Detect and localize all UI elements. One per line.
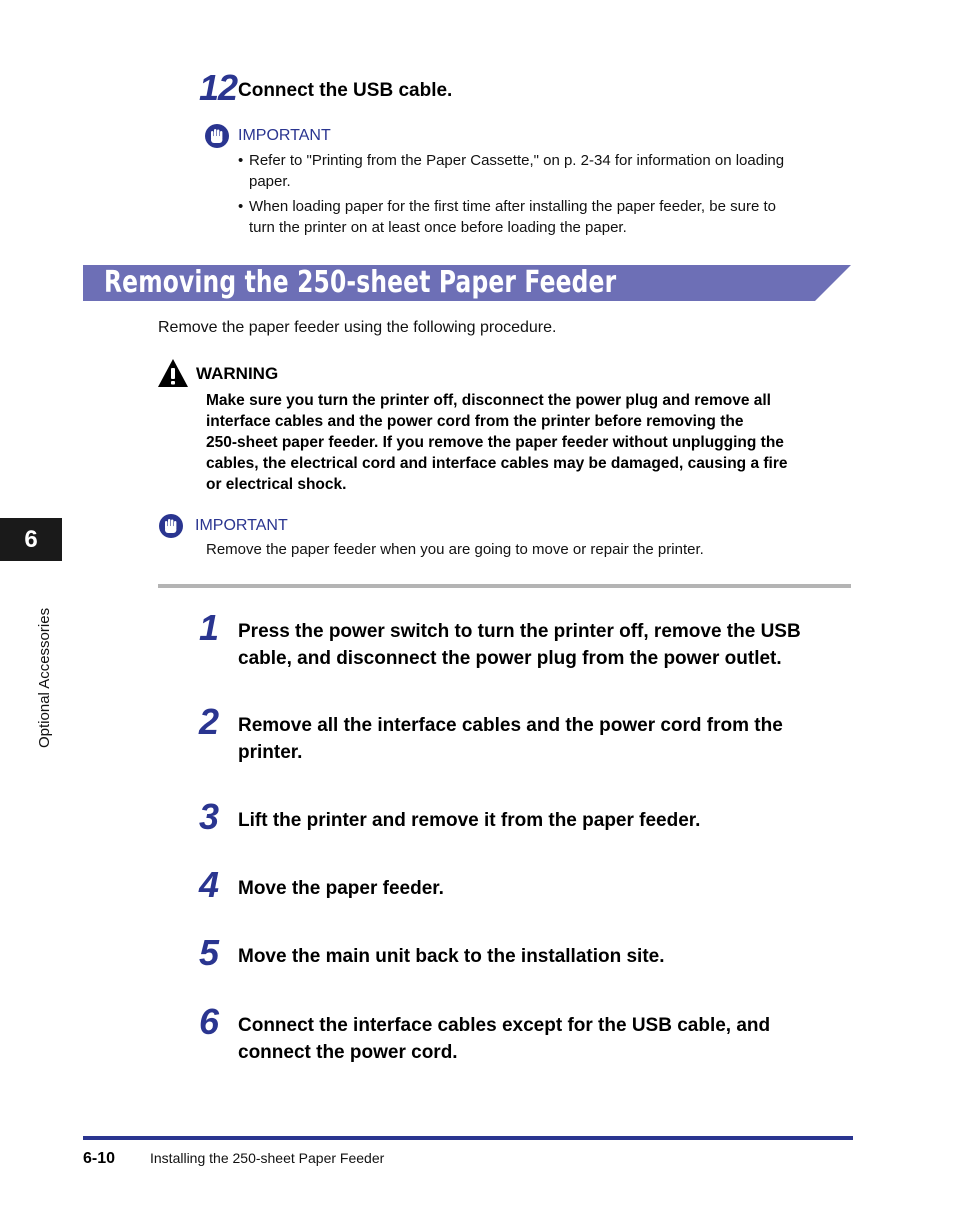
bullet-dot: •	[238, 152, 244, 169]
bullet-line: Refer to "Printing from the Paper Cassette," on p. 2-34 for information on loading	[249, 152, 785, 169]
step-line: Move the main unit back to the installation site.	[238, 946, 665, 967]
step-line: Press the power switch to turn the printer off, remove the USB	[238, 621, 801, 642]
step-text	[238, 875, 858, 902]
bullet-line: turn the printer on at least once before loading the paper.	[249, 219, 627, 236]
section-title: Removing the 250-sheet Paper Feeder	[104, 265, 617, 300]
warning-label: WARNING	[196, 364, 279, 383]
warning-line: cables, the electrical cord and interface cables may be damaged, causing a fire	[206, 455, 788, 472]
bullet-line: When loading paper for the first time after installing the paper feeder, be sure to	[249, 198, 776, 215]
step-number: 3	[199, 796, 219, 837]
step-text	[238, 1012, 858, 1066]
bullet-line: paper.	[249, 173, 291, 190]
step-number: 4	[199, 864, 219, 905]
footer-rule	[83, 1136, 853, 1140]
warning-icon	[157, 358, 189, 388]
step-12-text: Connect the USB cable.	[238, 80, 453, 101]
step-text	[238, 807, 858, 834]
step-line: Remove all the interface cables and the power cord from the	[238, 715, 783, 736]
step-number: 1	[199, 607, 219, 648]
hand-icon	[159, 514, 183, 538]
section-intro: Remove the paper feeder using the following procedure.	[158, 319, 557, 336]
important-label: IMPORTANT	[238, 127, 331, 144]
step-number: 2	[199, 701, 219, 742]
step-line: Lift the printer and remove it from the paper feeder.	[238, 810, 701, 831]
chapter-label: Optional Accessories	[36, 607, 53, 748]
bullet-dot: •	[238, 198, 244, 215]
step-line: Move the paper feeder.	[238, 878, 444, 899]
hand-icon	[205, 124, 229, 148]
footer-title: Installing the 250-sheet Paper Feeder	[150, 1150, 385, 1166]
step-line: connect the power cord.	[238, 1042, 458, 1063]
chapter-tab: 6	[0, 518, 62, 561]
divider	[158, 584, 851, 588]
warning-line: 250-sheet paper feeder. If you remove the paper feeder without unplugging the	[206, 434, 784, 451]
step-text	[238, 618, 858, 672]
step-number: 6	[199, 1001, 219, 1042]
warning-line: interface cables and the power cord from the printer before removing the	[206, 413, 744, 430]
page-number: 6-10	[83, 1150, 116, 1167]
step-text	[238, 712, 858, 766]
warning-line: Make sure you turn the printer off, disconnect the power plug and remove all	[206, 392, 771, 409]
important-label: IMPORTANT	[195, 517, 288, 534]
step-number: 5	[199, 932, 219, 973]
warning-line: or electrical shock.	[206, 476, 347, 493]
step-text	[238, 943, 858, 970]
important-text: Remove the paper feeder when you are going to move or repair the printer.	[206, 541, 704, 558]
step-line: printer.	[238, 742, 303, 763]
warning-text	[206, 390, 856, 495]
step-line: Connect the interface cables except for the USB cable, and	[238, 1015, 771, 1036]
step-number-12: 12	[199, 67, 238, 108]
step-line: cable, and disconnect the power plug from the power outlet.	[238, 648, 782, 669]
